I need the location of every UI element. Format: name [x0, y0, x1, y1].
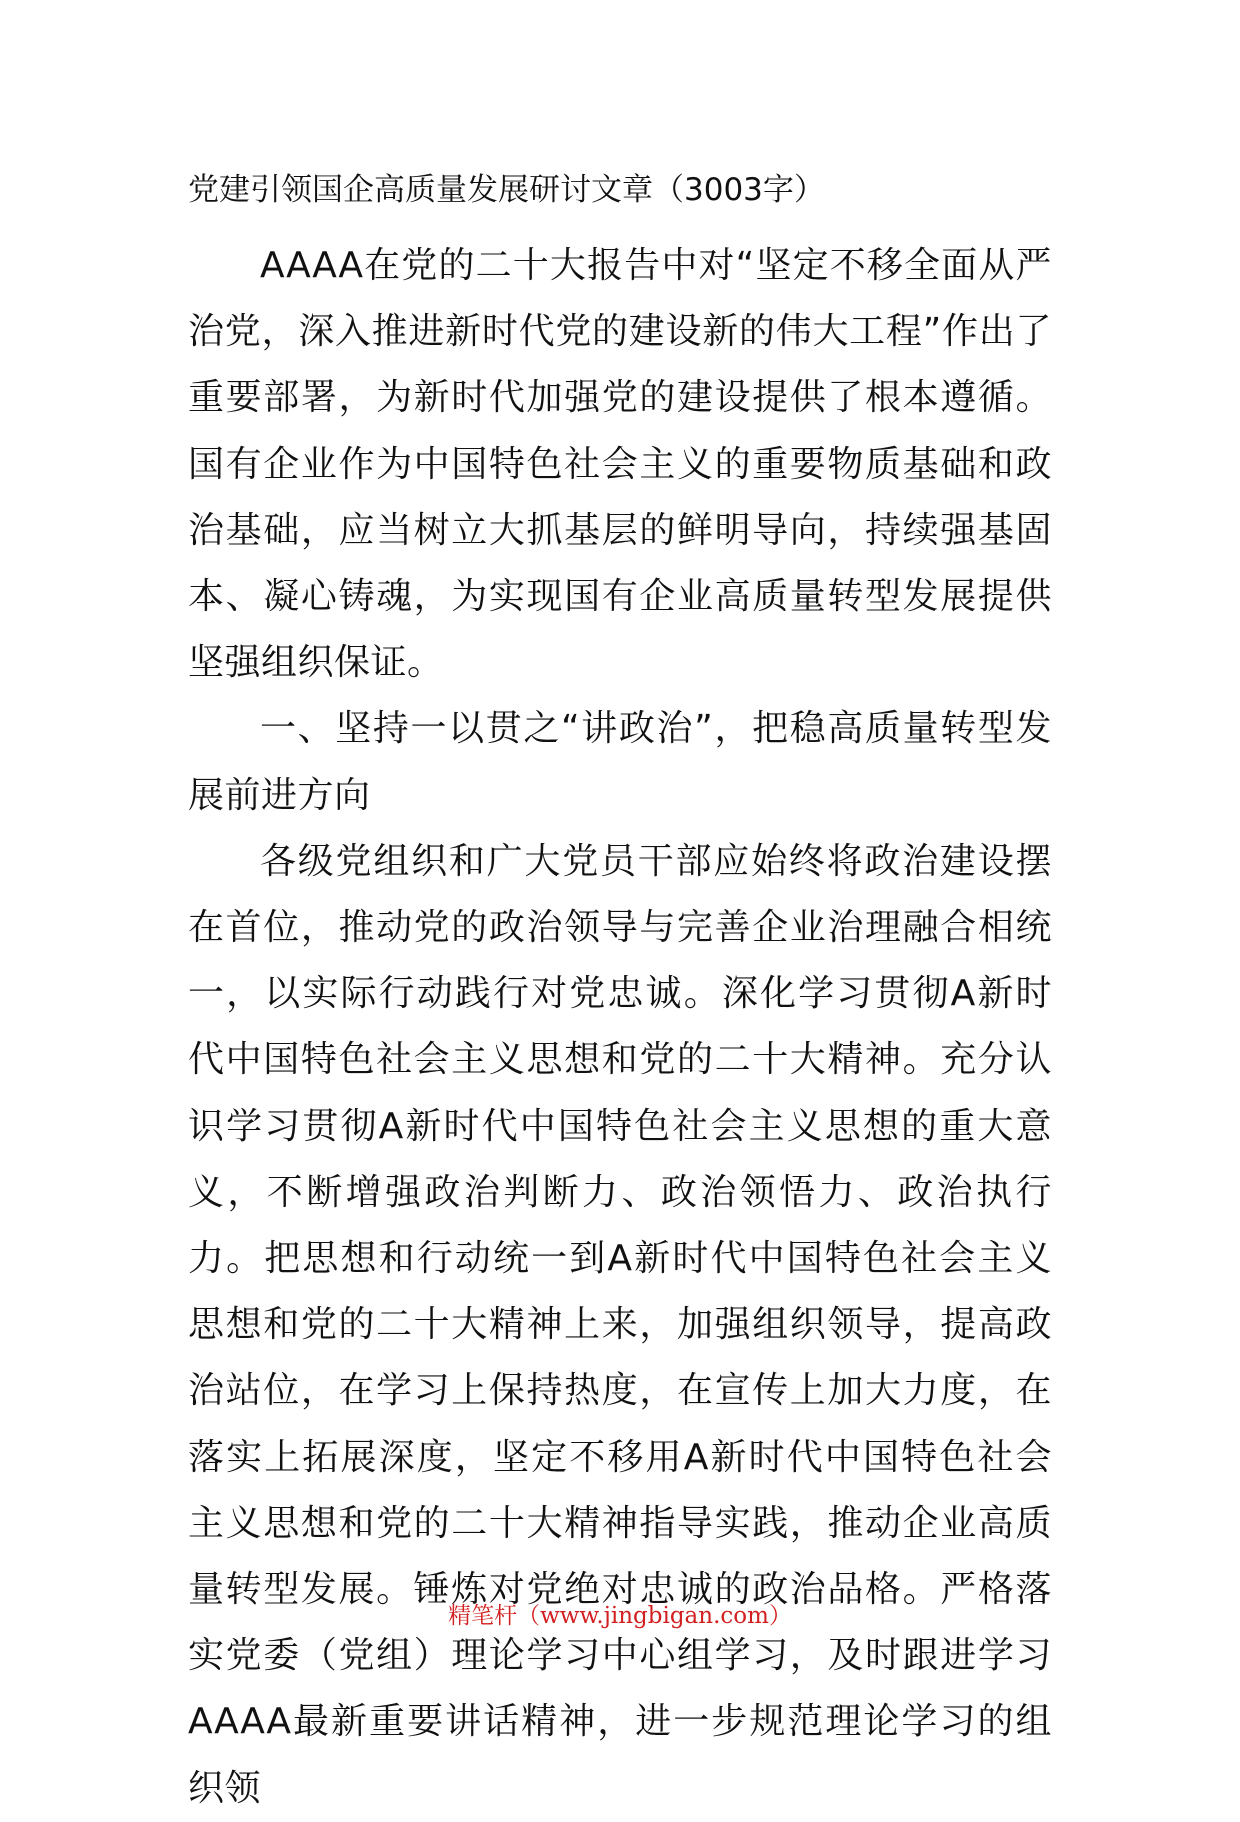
footer-website-link[interactable]: 精笔杆（www.jingbigan.com） [448, 1603, 792, 1629]
paragraph-intro: AAAA在党的二十大报告中对“坚定不移全面从严治党，深入推进新时代党的建设新的伟大工程”作出了重要部署，为新时代加强党的建设提供了根本遵循。国有企业作为中国特色社会主义的重要物质基础和政治基础，应当树立大抓基层的鲜明导向，持续强基固本、凝心铸魂，为实现国有企业高质量转型发展提供坚强组织保证。 [188, 245, 1052, 684]
document-body [188, 233, 1052, 1822]
document-title: 党建引领国企高质量发展研讨文章（3003字） [188, 172, 825, 208]
paragraph-section-1: 各级党组织和广大党员干部应始终将政治建设摆在首位，推动党的政治领导与完善企业治理融合相统一，以实际行动践行对党忠诚。深化学习贯彻A新时代中国特色社会主义思想和党的二十大精神。充分认识学习贯彻A新时代中国特色社会主义思想的重大意义，不断增强政治判断力、政治领悟力、政治执行力。把思想和行动统一到A新时代中国特色社会主义思想和党的二十大精神上来，加强组织领导，提高政治站位，在学习上保持热度，在宣传上加大力度，在落实上拓展深度，坚定不移用A新时代中国特色社会主义思想和党的二十大精神指导实践，推动企业高质量转型发展。锤炼对党绝对忠诚的政治品格。严格落实党委（党组）理论学习中心组学习，及时跟进学习AAAA最新重要讲话精神，进一步规范理论学习的组织领 [188, 840, 1052, 1809]
section-heading-1: 一、坚持一以贯之“讲政治”，把稳高质量转型发展前进方向 [188, 708, 1052, 816]
